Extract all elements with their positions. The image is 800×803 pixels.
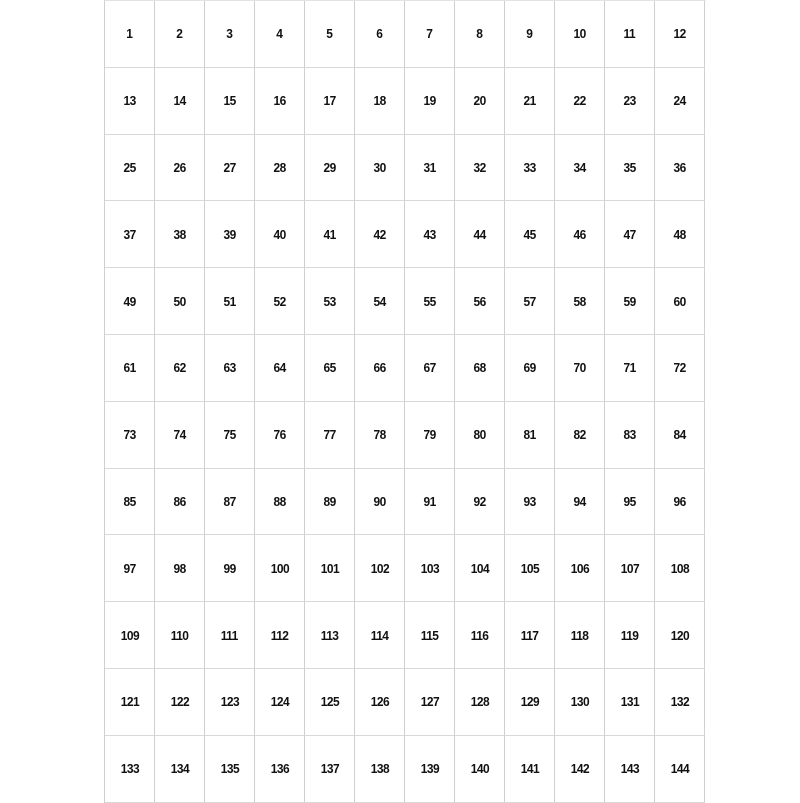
grid-cell	[155, 736, 205, 803]
grid-cell-number: 28	[273, 159, 286, 175]
grid-cell-number: 4	[276, 26, 283, 42]
grid-cell-number: 141	[520, 761, 539, 777]
grid-cell-number: 108	[670, 560, 689, 576]
grid-cell-number: 134	[170, 761, 189, 777]
grid-cell	[105, 1, 155, 68]
grid-cell	[455, 469, 505, 536]
grid-cell	[355, 1, 405, 68]
grid-cell	[355, 68, 405, 135]
grid-cell-number: 15	[223, 93, 236, 109]
grid-cell	[305, 469, 355, 536]
grid-cell-number: 10	[573, 26, 586, 42]
grid-cell-number: 137	[320, 761, 339, 777]
grid-cell-number: 77	[323, 427, 336, 443]
grid-cell-number: 3	[226, 26, 233, 42]
grid-cell	[105, 535, 155, 602]
grid-cell-number: 39	[223, 226, 236, 242]
grid-cell-number: 68	[473, 360, 486, 376]
grid-cell-number: 105	[520, 560, 539, 576]
grid-cell-number: 90	[373, 493, 386, 509]
grid-cell	[455, 669, 505, 736]
grid-cell-number: 81	[523, 427, 536, 443]
grid-cell	[155, 469, 205, 536]
grid-cell	[155, 268, 205, 335]
grid-cell	[105, 201, 155, 268]
grid-cell-number: 38	[173, 226, 186, 242]
grid-cell-number: 24	[673, 93, 686, 109]
grid-cell-number: 115	[420, 627, 439, 643]
grid-cell	[655, 535, 705, 602]
grid-cell-number: 21	[523, 93, 536, 109]
grid-cell-number: 74	[173, 427, 186, 443]
grid-cell	[255, 68, 305, 135]
grid-cell	[555, 68, 605, 135]
grid-cell	[555, 1, 605, 68]
grid-cell-number: 132	[670, 694, 689, 710]
grid-cell	[605, 68, 655, 135]
grid-cell	[655, 469, 705, 536]
grid-cell	[505, 335, 555, 402]
grid-cell-number: 97	[123, 560, 136, 576]
grid-cell	[255, 335, 305, 402]
grid-cell-number: 87	[223, 493, 236, 509]
grid-cell-number: 91	[423, 493, 436, 509]
grid-cell	[105, 469, 155, 536]
grid-cell-number: 54	[373, 293, 386, 309]
grid-cell-number: 26	[173, 159, 186, 175]
grid-cell	[405, 469, 455, 536]
grid-cell-number: 78	[373, 427, 386, 443]
grid-cell	[255, 268, 305, 335]
grid-cell	[655, 268, 705, 335]
grid-cell	[455, 268, 505, 335]
grid-cell	[655, 669, 705, 736]
grid-cell	[305, 402, 355, 469]
grid-cell-number: 41	[323, 226, 336, 242]
grid-cell	[605, 268, 655, 335]
grid-cell-number: 37	[123, 226, 136, 242]
grid-cell-number: 126	[370, 694, 389, 710]
grid-cell-number: 128	[470, 694, 489, 710]
grid-cell	[555, 669, 605, 736]
grid-cell-number: 100	[270, 560, 289, 576]
grid-cell-number: 46	[573, 226, 586, 242]
grid-cell	[205, 201, 255, 268]
grid-cell-number: 120	[670, 627, 689, 643]
grid-cell	[655, 335, 705, 402]
grid-cell	[205, 469, 255, 536]
grid-cell	[255, 1, 305, 68]
grid-cell-number: 34	[573, 159, 586, 175]
grid-cell	[455, 535, 505, 602]
grid-cell	[605, 736, 655, 803]
grid-cell	[555, 602, 605, 669]
grid-cell	[405, 335, 455, 402]
grid-cell-number: 136	[270, 761, 289, 777]
grid-cell-number: 31	[423, 159, 436, 175]
grid-cell	[205, 535, 255, 602]
grid-cell-number: 20	[473, 93, 486, 109]
grid-cell-number: 14	[173, 93, 186, 109]
grid-cell-number: 53	[323, 293, 336, 309]
grid-cell-number: 76	[273, 427, 286, 443]
grid-cell-number: 107	[620, 560, 639, 576]
grid-cell-number: 129	[520, 694, 539, 710]
grid-cell-number: 83	[623, 427, 636, 443]
grid-cell	[405, 1, 455, 68]
grid-cell-number: 52	[273, 293, 286, 309]
grid-cell	[655, 602, 705, 669]
grid-cell	[205, 1, 255, 68]
grid-cell-number: 133	[120, 761, 139, 777]
grid-cell-number: 109	[120, 627, 139, 643]
grid-cell	[555, 736, 605, 803]
grid-cell-number: 49	[123, 293, 136, 309]
grid-cell-number: 144	[670, 761, 689, 777]
grid-cell	[255, 135, 305, 202]
grid-cell-number: 17	[323, 93, 336, 109]
grid-cell	[605, 335, 655, 402]
grid-cell-number: 92	[473, 493, 486, 509]
grid-cell	[305, 669, 355, 736]
grid-cell-number: 95	[623, 493, 636, 509]
grid-cell-number: 61	[123, 360, 136, 376]
grid-cell-number: 142	[570, 761, 589, 777]
grid-cell	[205, 268, 255, 335]
grid-cell	[155, 1, 205, 68]
grid-cell	[205, 736, 255, 803]
grid-cell	[405, 736, 455, 803]
grid-cell	[455, 602, 505, 669]
grid-cell	[455, 1, 505, 68]
grid-cell	[655, 402, 705, 469]
grid-cell-number: 40	[273, 226, 286, 242]
grid-cell	[105, 68, 155, 135]
grid-cell	[555, 402, 605, 469]
grid-cell	[505, 736, 555, 803]
grid-cell-number: 23	[623, 93, 636, 109]
grid-cell	[205, 68, 255, 135]
grid-cell-number: 5	[326, 26, 333, 42]
grid-cell	[405, 268, 455, 335]
grid-cell	[305, 201, 355, 268]
grid-cell	[255, 201, 305, 268]
grid-cell	[455, 335, 505, 402]
grid-cell	[455, 135, 505, 202]
grid-cell-number: 58	[573, 293, 586, 309]
grid-cell-number: 104	[470, 560, 489, 576]
grid-cell-number: 86	[173, 493, 186, 509]
grid-cell-number: 9	[526, 26, 533, 42]
grid-cell-number: 13	[123, 93, 136, 109]
grid-cell	[355, 201, 405, 268]
grid-cell-number: 42	[373, 226, 386, 242]
grid-cell	[155, 535, 205, 602]
grid-cell-number: 60	[673, 293, 686, 309]
number-chart-sheet	[104, 0, 706, 800]
grid-cell	[455, 402, 505, 469]
grid-cell	[155, 201, 205, 268]
grid-cell-number: 32	[473, 159, 486, 175]
grid-cell	[605, 602, 655, 669]
grid-cell	[605, 402, 655, 469]
grid-cell	[355, 602, 405, 669]
grid-cell-number: 127	[420, 694, 439, 710]
grid-cell	[605, 669, 655, 736]
grid-cell-number: 103	[420, 560, 439, 576]
grid-cell-number: 47	[623, 226, 636, 242]
grid-cell	[355, 335, 405, 402]
grid-cell	[105, 402, 155, 469]
grid-cell-number: 110	[170, 627, 189, 643]
grid-cell	[505, 535, 555, 602]
grid-cell	[305, 1, 355, 68]
grid-cell	[605, 135, 655, 202]
grid-cell-number: 11	[623, 26, 636, 42]
grid-cell-number: 118	[570, 627, 589, 643]
grid-cell-number: 88	[273, 493, 286, 509]
grid-cell	[505, 201, 555, 268]
grid-cell-number: 123	[220, 694, 239, 710]
grid-cell	[305, 736, 355, 803]
grid-cell-number: 65	[323, 360, 336, 376]
grid-cell	[555, 469, 605, 536]
grid-cell	[155, 402, 205, 469]
grid-cell-number: 112	[270, 627, 289, 643]
grid-cell	[355, 736, 405, 803]
grid-cell	[305, 268, 355, 335]
grid-cell-number: 63	[223, 360, 236, 376]
grid-cell	[405, 669, 455, 736]
grid-cell	[305, 535, 355, 602]
grid-cell-number: 45	[523, 226, 536, 242]
grid-cell	[155, 669, 205, 736]
grid-cell	[105, 669, 155, 736]
grid-cell	[655, 736, 705, 803]
grid-cell	[155, 68, 205, 135]
grid-cell-number: 113	[320, 627, 339, 643]
grid-cell-number: 96	[673, 493, 686, 509]
grid-cell-number: 98	[173, 560, 186, 576]
grid-cell	[205, 402, 255, 469]
grid-cell-number: 106	[570, 560, 589, 576]
grid-cell-number: 62	[173, 360, 186, 376]
grid-cell	[555, 335, 605, 402]
grid-cell-number: 7	[426, 26, 433, 42]
grid-cell-number: 114	[370, 627, 389, 643]
grid-cell-number: 125	[320, 694, 339, 710]
grid-cell	[155, 602, 205, 669]
grid-cell-number: 66	[373, 360, 386, 376]
grid-cell	[305, 335, 355, 402]
grid-cell-number: 29	[323, 159, 336, 175]
grid-cell	[105, 602, 155, 669]
grid-cell	[155, 135, 205, 202]
grid-cell	[355, 535, 405, 602]
grid-cell-number: 119	[620, 627, 639, 643]
grid-cell-number: 80	[473, 427, 486, 443]
grid-cell-number: 138	[370, 761, 389, 777]
grid-cell-number: 22	[573, 93, 586, 109]
grid-cell	[205, 135, 255, 202]
grid-cell-number: 73	[123, 427, 136, 443]
grid-cell	[505, 669, 555, 736]
grid-cell	[155, 335, 205, 402]
grid-cell	[605, 469, 655, 536]
grid-cell	[305, 135, 355, 202]
grid-cell	[105, 736, 155, 803]
grid-cell	[505, 135, 555, 202]
grid-cell-number: 67	[423, 360, 436, 376]
grid-cell-number: 116	[470, 627, 489, 643]
grid-cell	[655, 201, 705, 268]
grid-cell	[255, 736, 305, 803]
grid-cell	[455, 68, 505, 135]
grid-cell	[605, 535, 655, 602]
grid-cell-number: 85	[123, 493, 136, 509]
grid-cell-number: 99	[223, 560, 236, 576]
grid-cell-number: 36	[673, 159, 686, 175]
grid-cell-number: 16	[273, 93, 286, 109]
grid-cell-number: 140	[470, 761, 489, 777]
grid-cell-number: 82	[573, 427, 586, 443]
grid-cell-number: 6	[376, 26, 383, 42]
grid-cell	[355, 469, 405, 536]
grid-cell-number: 30	[373, 159, 386, 175]
grid-cell-number: 117	[520, 627, 539, 643]
grid-cell	[255, 535, 305, 602]
grid-cell-number: 43	[423, 226, 436, 242]
grid-cell	[355, 268, 405, 335]
grid-cell	[405, 535, 455, 602]
grid-cell-number: 51	[223, 293, 236, 309]
grid-cell	[105, 135, 155, 202]
grid-cell	[255, 469, 305, 536]
grid-cell-number: 139	[420, 761, 439, 777]
grid-cell	[255, 669, 305, 736]
grid-cell	[505, 68, 555, 135]
grid-cell	[105, 268, 155, 335]
grid-cell	[405, 602, 455, 669]
grid-cell	[505, 268, 555, 335]
grid-cell	[405, 68, 455, 135]
grid-cell-number: 124	[270, 694, 289, 710]
grid-cell-number: 93	[523, 493, 536, 509]
grid-cell	[505, 469, 555, 536]
grid-cell	[505, 602, 555, 669]
grid-cell	[205, 669, 255, 736]
grid-cell-number: 55	[423, 293, 436, 309]
grid-cell-number: 48	[673, 226, 686, 242]
grid-cell	[555, 268, 605, 335]
grid-cell	[255, 402, 305, 469]
grid-cell-number: 19	[423, 93, 436, 109]
grid-cell-number: 135	[220, 761, 239, 777]
number-grid	[104, 0, 706, 803]
grid-cell-number: 25	[123, 159, 136, 175]
grid-cell	[355, 402, 405, 469]
grid-cell	[405, 201, 455, 268]
grid-cell-number: 121	[120, 694, 139, 710]
grid-cell-number: 33	[523, 159, 536, 175]
grid-cell-number: 69	[523, 360, 536, 376]
grid-cell-number: 102	[370, 560, 389, 576]
grid-cell	[205, 335, 255, 402]
grid-cell-number: 130	[570, 694, 589, 710]
grid-cell	[655, 1, 705, 68]
grid-cell-number: 18	[373, 93, 386, 109]
grid-cell	[455, 201, 505, 268]
grid-cell-number: 122	[170, 694, 189, 710]
grid-cell-number: 75	[223, 427, 236, 443]
grid-cell	[555, 135, 605, 202]
grid-cell	[655, 68, 705, 135]
grid-cell-number: 27	[223, 159, 236, 175]
grid-cell	[355, 135, 405, 202]
grid-cell	[605, 201, 655, 268]
grid-cell-number: 64	[273, 360, 286, 376]
grid-cell-number: 70	[573, 360, 586, 376]
grid-cell-number: 131	[620, 694, 639, 710]
grid-cell-number: 44	[473, 226, 486, 242]
grid-cell	[505, 402, 555, 469]
grid-cell-number: 101	[320, 560, 339, 576]
grid-cell-number: 72	[673, 360, 686, 376]
grid-cell-number: 111	[221, 627, 238, 643]
grid-cell	[305, 602, 355, 669]
grid-cell-number: 35	[623, 159, 636, 175]
grid-cell-number: 79	[423, 427, 436, 443]
grid-cell-number: 84	[673, 427, 686, 443]
grid-cell-number: 12	[673, 26, 686, 42]
grid-cell-number: 89	[323, 493, 336, 509]
grid-cell-number: 71	[623, 360, 636, 376]
grid-cell	[605, 1, 655, 68]
grid-cell-number: 59	[623, 293, 636, 309]
grid-cell	[355, 669, 405, 736]
grid-cell	[505, 1, 555, 68]
grid-cell	[305, 68, 355, 135]
grid-cell-number: 8	[476, 26, 483, 42]
grid-cell	[255, 602, 305, 669]
grid-cell-number: 94	[573, 493, 586, 509]
grid-cell	[655, 135, 705, 202]
grid-cell	[105, 335, 155, 402]
grid-cell-number: 57	[523, 293, 536, 309]
grid-cell	[405, 135, 455, 202]
grid-cell	[455, 736, 505, 803]
grid-cell	[205, 602, 255, 669]
grid-cell-number: 56	[473, 293, 486, 309]
grid-cell-number: 2	[176, 26, 183, 42]
grid-cell-number: 143	[620, 761, 639, 777]
grid-cell	[405, 402, 455, 469]
grid-cell-number: 50	[173, 293, 186, 309]
grid-cell	[555, 201, 605, 268]
grid-cell	[555, 535, 605, 602]
grid-cell-number: 1	[126, 26, 133, 42]
